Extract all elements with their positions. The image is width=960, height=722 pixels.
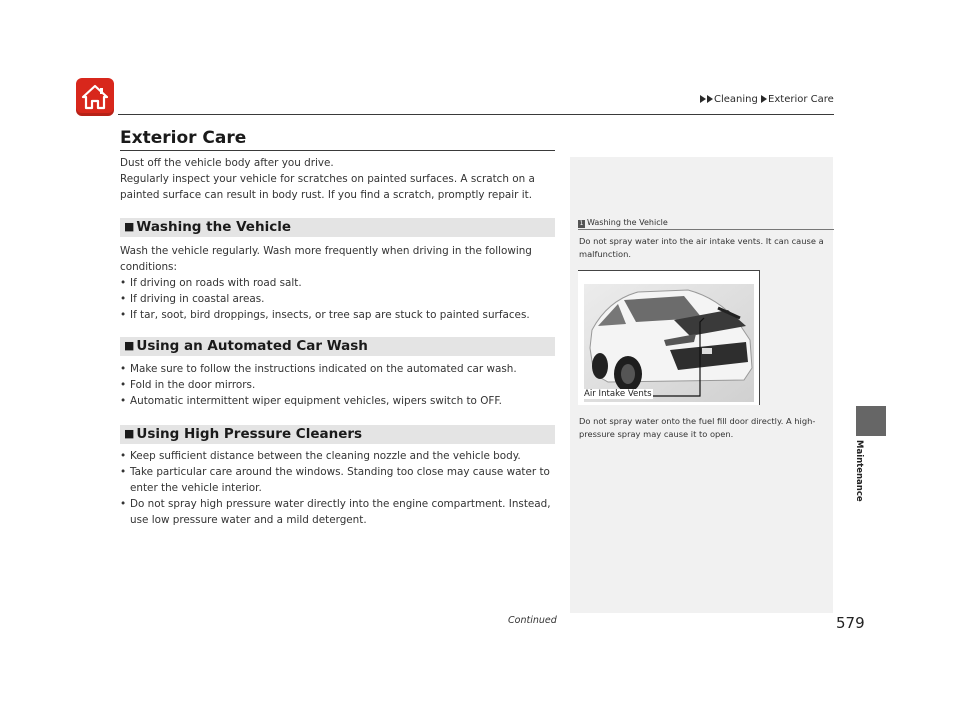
washing-intro: Wash the vehicle regularly. Wash more frequently when driving in the following conditions: bbox=[120, 245, 532, 273]
list-item: • Automatic intermittent wiper equipment vehicles, wipers switch to OFF. bbox=[120, 393, 560, 409]
breadcrumb bbox=[700, 94, 834, 105]
figure-frame-right bbox=[759, 270, 760, 405]
intro-text bbox=[120, 155, 560, 203]
list-item: • If driving on roads with road salt. bbox=[120, 275, 560, 291]
sidebar-note: Do not spray water into the air intake vents. It can cause a malfunction. bbox=[579, 236, 824, 259]
sidebar-note: Do not spray water onto the fuel fill door directly. A high-pressure spray may cause it to open. bbox=[579, 416, 816, 439]
washing-body bbox=[120, 243, 560, 323]
chapter-tab[interactable] bbox=[850, 440, 870, 520]
black-square-icon: ■ bbox=[124, 220, 135, 233]
chapter-tab-label: Maintenance bbox=[854, 440, 864, 502]
list-item: • Make sure to follow the instructions indicated on the automated car wash. bbox=[120, 361, 560, 377]
black-square-icon: ■ bbox=[124, 427, 135, 440]
list-item: • Take particular care around the windows. Standing too close may cause water to enter the vehicle interior. bbox=[120, 464, 560, 496]
page-number: 579 bbox=[836, 614, 865, 632]
breadcrumb-arrow-icon bbox=[761, 95, 767, 103]
section-heading-pressure bbox=[120, 425, 555, 444]
home-button[interactable] bbox=[76, 78, 114, 116]
section-heading-text: Using an Automated Car Wash bbox=[136, 338, 368, 354]
list-item: • Do not spray high pressure water directly into the engine compartment. Instead, use low pressure water and a mild detergent. bbox=[120, 496, 560, 528]
pressure-body bbox=[120, 448, 560, 528]
black-square-icon: ■ bbox=[124, 339, 135, 352]
header-rule bbox=[118, 114, 834, 115]
sidebar-rule bbox=[578, 229, 834, 230]
list-item: • Keep sufficient distance between the cleaning nozzle and the vehicle body. bbox=[120, 448, 560, 464]
breadcrumb-arrow-icon bbox=[700, 95, 706, 103]
automated-body bbox=[120, 361, 560, 409]
title-rule bbox=[120, 150, 555, 151]
breadcrumb-item-exterior-care[interactable]: Exterior Care bbox=[768, 94, 834, 105]
chapter-tab-marker[interactable] bbox=[856, 406, 886, 436]
page-title: Exterior Care bbox=[120, 128, 247, 148]
breadcrumb-arrow-icon bbox=[707, 95, 713, 103]
list-item: • If driving in coastal areas. bbox=[120, 291, 560, 307]
list-item: • Fold in the door mirrors. bbox=[120, 377, 560, 393]
section-heading-automated bbox=[120, 337, 555, 356]
section-heading-text: Washing the Vehicle bbox=[136, 219, 291, 235]
sidebar-heading[interactable] bbox=[578, 218, 668, 228]
home-icon bbox=[81, 84, 109, 110]
sidebar-heading-text: Washing the Vehicle bbox=[587, 218, 668, 227]
figure-callout-label: Air Intake Vents bbox=[584, 389, 652, 399]
note-icon: 1 bbox=[579, 220, 584, 227]
intro-line: Regularly inspect your vehicle for scratches on painted surfaces. A scratch on a painted surface can result in body rust. If you find a scratch, promptly repair it. bbox=[120, 173, 535, 201]
car-image bbox=[578, 270, 760, 405]
breadcrumb-item-cleaning[interactable]: Cleaning bbox=[714, 94, 758, 105]
section-heading-washing bbox=[120, 218, 555, 237]
continued-label: Continued bbox=[508, 615, 557, 626]
list-item: • If tar, soot, bird droppings, insects, or tree sap are stuck to painted surfaces. bbox=[120, 307, 560, 323]
section-heading-text: Using High Pressure Cleaners bbox=[136, 426, 363, 442]
car-illustration bbox=[578, 270, 760, 405]
figure-frame-top bbox=[578, 270, 760, 271]
intro-line: Dust off the vehicle body after you drive. bbox=[120, 157, 334, 169]
